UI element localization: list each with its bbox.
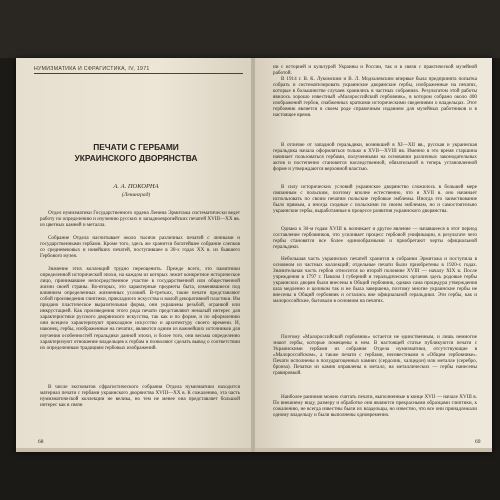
article-title-line-1: ПЕЧАТИ С ГЕРБАМИ	[93, 142, 179, 152]
page-edge	[16, 448, 253, 452]
author-name: А. А. ПОКОРНА	[113, 183, 159, 190]
paragraph: В числе экспонатов сфрагистического собрания Отдела нумизматики находится материал печати с гербами украинского дворянства XVIII—XX в. К сожалению, эта часть нумизматической коллекции не велика, но тем не менее она представляет большой интерес как в связи	[40, 384, 240, 409]
right-page	[255, 58, 492, 452]
paragraph: Собрание Отдела насчитывает около тысячи различных печатей с личными и государственными гербами. Кроме того, здесь же хранится богатейшее собрание слепков со средневековых и новейших печатей, поступившее в 30-х годах XX в. из бывшего Гербового музея.	[40, 235, 240, 260]
paragraph: В силу исторических условий украинское дворянство сложилось в большей мере связанным с польским, поэтому вполне естественно, что в XVII в. оно начинает использовать по своим печатям польские гербовые эмблемы. Иногда это заимствование было прямым, а иногда сходные с польскими по своим эмблемам, но и самостоятельно украинские гербы, выработанные в процессе развития украинского дворянства.	[273, 184, 477, 215]
article-title-line-2: УКРАИНСКОГО ДВОРЯНСТВА	[74, 152, 198, 163]
running-head: НУМИЗМАТИКА И СФРАГИСТИКА, IV, 1971	[34, 66, 150, 72]
paragraph: ии с историей и культурой Украины и России, так и в связи с практической музейной работой.	[273, 64, 477, 77]
left-page	[16, 58, 253, 452]
paragraph: Поэтому «Малороссийский гербовник» остается не единственным, и лишь немногие знают гербы, которые помещены в нем. В настоящей статье публикуются печати с Украинскими гербами из собрания Отдела нумизматики, отсутствующие в «Малороссийском», а также печати с гербами, неизвестными в «Общем гербовнике». Печати исполнены в полудрагоценных камнях (сердолик, халцедон) или металле (серебро, бронза). Печатки из камня оправлены в металл, на металлических — гербы нанесены гравировкой.	[273, 334, 477, 377]
background-top	[0, 0, 500, 58]
paragraph: В 1914 г. В. К. Лукомским и В. Л. Модзалевским впервые была предпринята попытка собрать и систематизировать украинские дворянские гербы, изображенные на печатях, которые в большинстве случаев хранились в частных собраниях. Результатом этой работы явилось хорошо известный «Малороссийский гербовник», в котором собрано около 400 изображений гербов, снабженных краткими историческими сведениями о владельцах. Этот гербовник является в своем роде справочным изданием для музейных работников и в настоящее время.	[273, 76, 477, 119]
article-title	[46, 142, 226, 163]
paragraph: Небольшая часть украинских печатей хранится в собрании Эрмитажа и поступила в основном из частных коллекций; отдельные печати были приобретены в 1920-х годах. Значительная часть гербов относится ко второй половине XVIII — началу XIX в. После учреждения в 1797 г. Павлом I губерний и геральдических органов здесь родовые гербы украинских дворян были внесены в Общий гербовник, однако сама процедура утверждения шла медленно и целиком так и не была завершена, поэтому многие украинские гербы не внесены в Общий гербовник и остались вне официальной геральдики. Эти гербы, как и малороссийские, бытовали в основном на печатях.	[273, 256, 477, 305]
open-book	[16, 58, 492, 452]
header-rule	[34, 73, 243, 74]
paragraph: Отдел нумизматики Государственного ордена Ленина Эрмитажа систематически ведет работу по определению и изучению русских и западноевропейских печатей XVIII—XX вв. из цветных камней и металла.	[40, 210, 240, 229]
paragraph: В отличие от западной геральдики, возникшей в XI—XII вв., русская и украинская геральдика начала оформляться только в XVII—XVIII вв. Именно в это время старшина начинает пользоваться гербами, полученными на основании различных законодательных актов и постепенно становится наследственной, обязательной в теперь установленной форме и утверждаются верховной властью.	[273, 142, 477, 173]
page-number: 69	[475, 439, 481, 445]
page-edge	[255, 448, 492, 452]
paragraph: Значение этих коллекций трудно переоценить. Прежде всего, это памятники определенной исторической эпохи, на каждом из которых лежит конкретное историческое лицо, принимавшее непосредственное участие в государственной или общественной жизни своей страны. Во-вторых, это характерные предметы быта, изменявшиеся под влиянием определенных жизненных условий. В-третьих, такие печати представляют собой произведения глиптики, прикладного искусства и малой декоративной пластики. Им придано пластическое выразительная форма, они украшены резьбой, огранкой или инкрустацией. Как произведения этого рода печати представляют немалый интерес для характеристики русского дворянского искусства, так как и по форме, и по оформлению они всецело характеризуют прикладное искусство и архитектуру своего времени. И, наконец, гербы, изображенные на печатях, являются одним из важнейших источников для изучения особенностей геральдики данной эпохи, и более того, они весьма определенно характеризуют отношение владельцев к гербам и позволяют сделать вывод о соответствии их определенным традициям гербовых изображений.	[40, 266, 240, 351]
paragraph: Наиболее ранними можно считать печати, выполненные в конце XVII — начале XVIII в. По внешнему виду, размеру и обработке они являются прекрасными образцами глиптики, к сожалению, не всегда известны были их владельцы, но известно, что все они принадлежали одному владельцу и были выполнены одновременно.	[273, 394, 477, 419]
author-place: (Ленинград)	[121, 192, 151, 198]
paragraph: Однако к 30-м годам XVIII в. возникает и другое явление — начавшееся в этот период составление гербовников, что усиливает процесс гербовой унификации, в результате чего гербы становятся все более единообразными и приобретают черты официальной геральдики.	[273, 226, 477, 251]
page-number: 68	[38, 439, 44, 445]
